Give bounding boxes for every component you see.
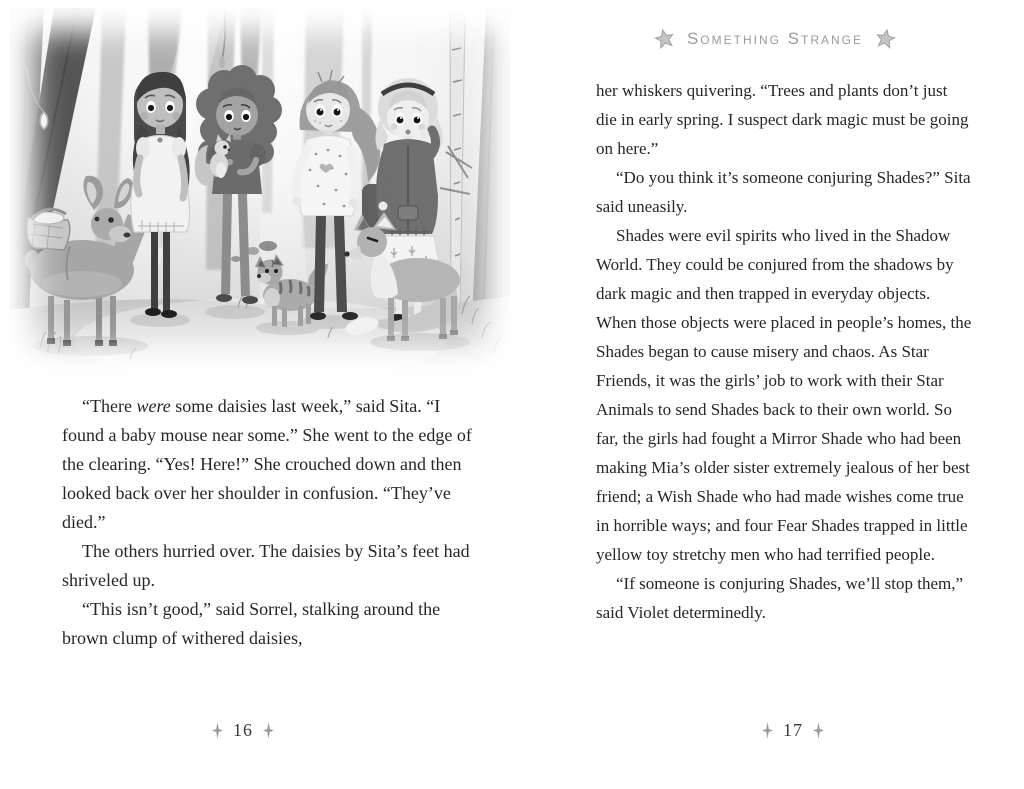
sparkle-icon bbox=[762, 722, 773, 739]
paragraph: The others hurried over. The daisies by Sita’s feet had shriveled up. bbox=[62, 541, 470, 590]
right-page-footer bbox=[723, 720, 863, 741]
sparkle-icon bbox=[263, 722, 274, 739]
left-page-footer bbox=[173, 720, 313, 741]
paragraph: Shades were evil spirits who lived in the Shadow World. They could be conjured from the shadows by dark magic and then trapped in everyday objects. When those objects were placed in people’s homes, the Shades began to cause misery and chaos. As Star Friends, it was the girls’ job to work with their Star Animals to send Shades back to their own world. So far, the girls had fought a Mirror Shade who had been making Mia’s older sister extremely jealous of her best friend; a Wish Shade who had made wishes come true in horrible ways; and four Fear Shades trapped in little yellow toy stretchy men who had terrified people. bbox=[596, 226, 972, 564]
page-number: 16 bbox=[233, 720, 253, 740]
star-icon bbox=[873, 26, 897, 50]
paragraph: “If someone is conjuring Shades, we’ll stop them,” said Violet determinedly. bbox=[596, 574, 964, 622]
forest-illustration bbox=[10, 8, 510, 376]
paragraph bbox=[62, 392, 482, 537]
left-page-text bbox=[62, 392, 482, 653]
sparkle-icon bbox=[212, 722, 223, 739]
paragraph: her whiskers quivering. “Trees and plants don’t just die in early spring. I suspect dark magic must be going on here.” bbox=[596, 81, 969, 158]
paragraph: “This isn’t good,” said Sorrel, stalking around the brown clump of withered daisies, bbox=[62, 599, 441, 648]
text-run: “There bbox=[82, 396, 137, 416]
chapter-header bbox=[595, 28, 955, 49]
star-icon bbox=[652, 26, 677, 51]
forest-illustration-svg bbox=[10, 8, 510, 376]
right-page-text bbox=[596, 76, 972, 627]
text-run-italic: were bbox=[136, 396, 171, 416]
chapter-title: Something Strange bbox=[686, 28, 864, 48]
text-run: some daisies last week,” said Sita. “I found a baby mouse near some.” She went to the edge of the clearing. “Yes! Here!” She crouched down and then looked back over her shoulder in confusion. “They’ve died.” bbox=[62, 396, 472, 532]
page-number: 17 bbox=[783, 720, 803, 740]
sparkle-icon bbox=[813, 722, 824, 739]
paragraph: “Do you think it’s someone conjuring Shades?” Sita said uneasily. bbox=[596, 168, 971, 216]
